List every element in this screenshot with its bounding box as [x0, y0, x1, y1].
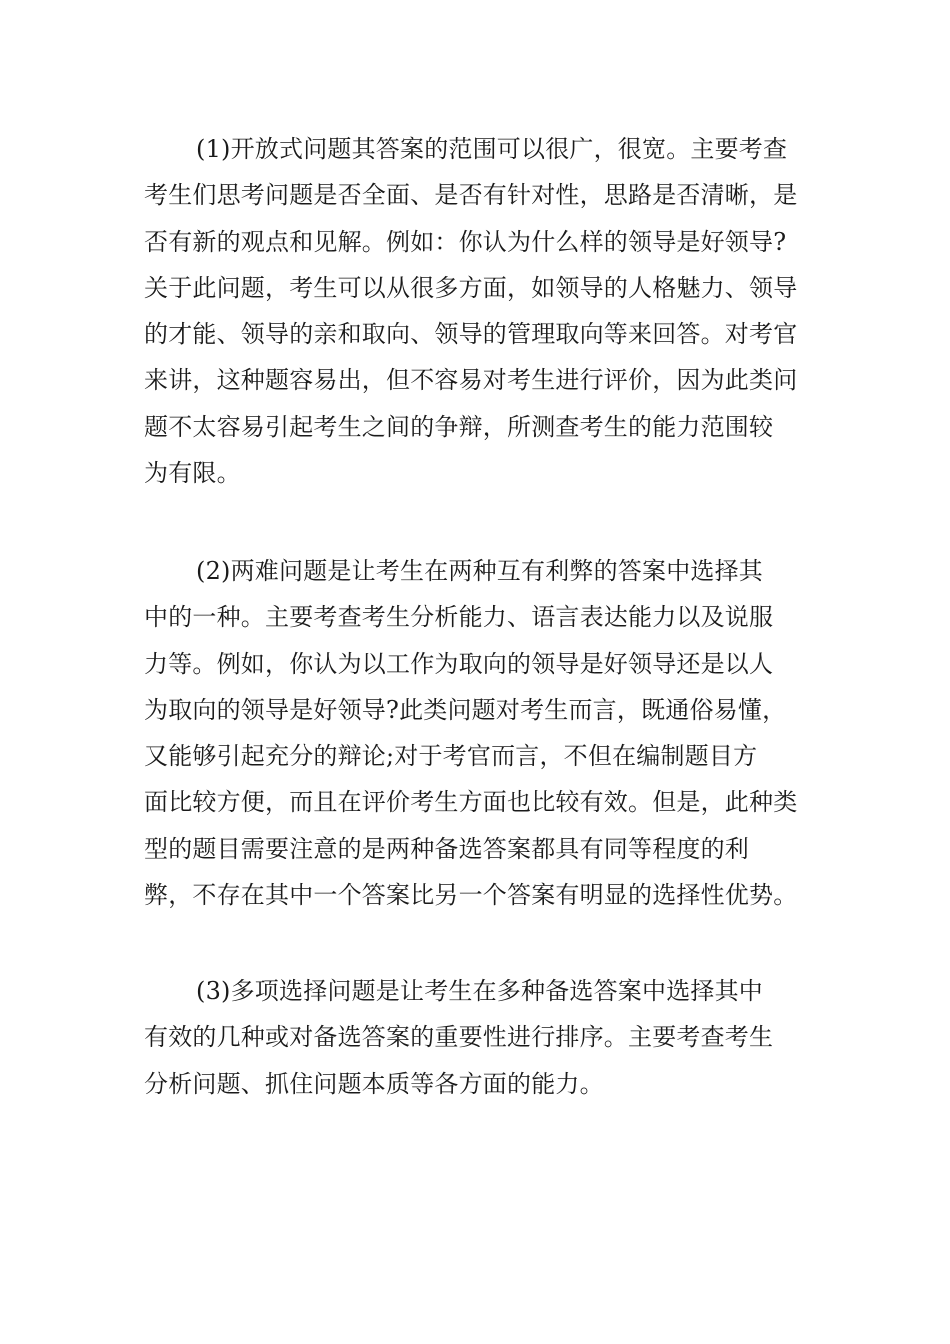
paragraph-line: 关于此问题，考生可以从很多方面，如领导的人格魅力、领导	[144, 273, 798, 302]
paragraph-line: 型的题目需要注意的是两种备选答案都具有同等程度的利	[144, 834, 749, 863]
paragraph-line: 否有新的观点和见解。例如：你认为什么样的领导是好领导?	[144, 227, 787, 256]
paragraph-line: 为取向的领导是好领导?此类问题对考生而言，既通俗易懂，	[144, 695, 787, 724]
paragraph-line: 为有限。	[144, 459, 241, 488]
paragraph-multiple-choice-questions	[144, 968, 773, 1107]
paragraph-line: 来讲，这种题容易出，但不容易对考生进行评价，因为此类问	[144, 366, 798, 395]
paragraph-line: 有效的几种或对备选答案的重要性进行排序。主要考查考生	[144, 1023, 774, 1052]
paragraph-line: 考生们思考问题是否全面、是否有针对性，思路是否清晰，是	[144, 181, 798, 210]
paragraph-line: 分析问题、抓住问题本质等各方面的能力。	[144, 1069, 604, 1098]
paragraph-line: (3)多项选择问题是让考生在多种备选答案中选择其中	[196, 977, 763, 1005]
paragraph-line: (2)两难问题是让考生在两种互有利弊的答案中选择其	[196, 557, 763, 585]
paragraph-open-questions	[144, 126, 797, 496]
paragraph-line: 又能够引起充分的辩论;对于考官而言，不但在编制题目方	[144, 742, 758, 771]
paragraph-line: 面比较方便，而且在评价考生方面也比较有效。但是，此种类	[144, 788, 798, 817]
paragraph-line: 题不太容易引起考生之间的争辩，所测查考生的能力范围较	[144, 412, 774, 441]
paragraph-dilemma-questions	[144, 548, 797, 918]
paragraph-line: 的才能、领导的亲和取向、领导的管理取向等来回答。对考官	[144, 320, 798, 349]
paragraph-line: 力等。例如，你认为以工作为取向的领导是好领导还是以人	[144, 649, 774, 678]
paragraph-line: (1)开放式问题其答案的范围可以很广，很宽。主要考查	[196, 135, 788, 163]
paragraph-line: 中的一种。主要考查考生分析能力、语言表达能力以及说服	[144, 603, 774, 632]
paragraph-line: 弊，不存在其中一个答案比另一个答案有明显的选择性优势。	[144, 881, 798, 910]
